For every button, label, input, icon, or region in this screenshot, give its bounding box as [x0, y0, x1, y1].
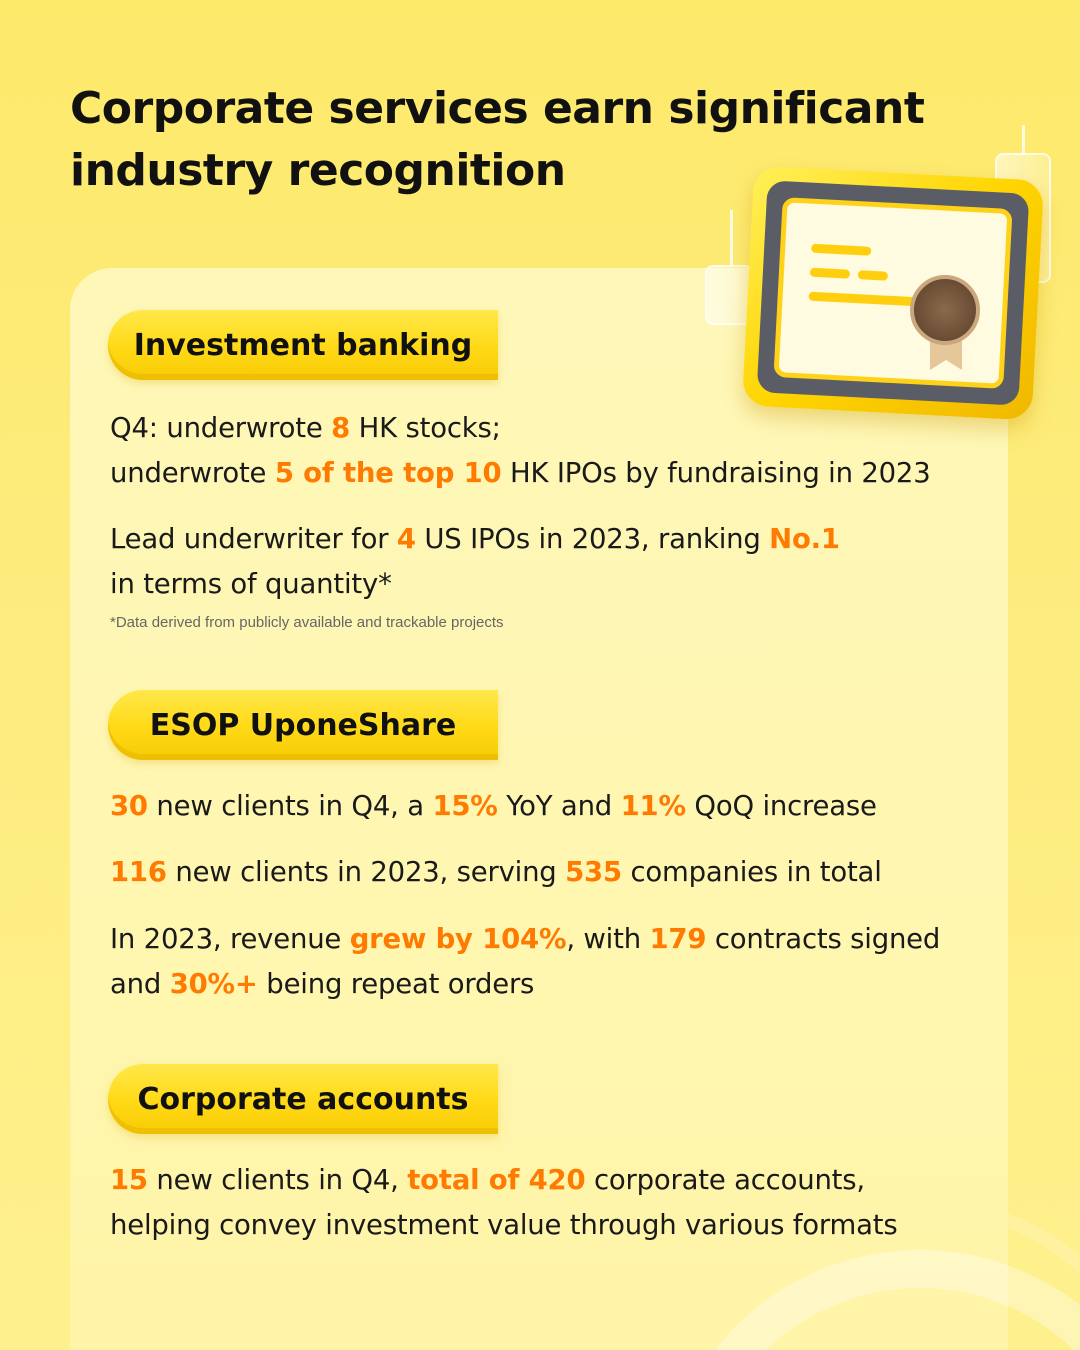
esop-2023-clients: 116 new clients in 2023, serving 535 companies in total — [110, 856, 882, 888]
certificate-icon — [700, 125, 1070, 425]
esop-revenue: In 2023, revenue grew by 104%, with 179 contracts signed and 30%+ being repeat orders — [110, 923, 941, 1000]
candle-wick-left — [730, 210, 733, 265]
certificate-paper — [773, 197, 1012, 389]
corporate-accounts-summary: 15 new clients in Q4, total of 420 corporate accounts, helping convey investment value through various formats — [110, 1164, 898, 1241]
certificate-frame — [742, 166, 1044, 421]
award-seal-icon — [910, 275, 980, 345]
page-title: Corporate services earn significant industry recognition — [70, 83, 925, 196]
section-heading-investment-banking: Investment banking — [108, 310, 498, 380]
investment-banking-us-ipos: Lead underwriter for 4 US IPOs in 2023, ranking No.1 in terms of quantity* — [110, 523, 840, 600]
esop-q4-clients: 30 new clients in Q4, a 15% YoY and 11% QoQ increase — [110, 790, 877, 822]
investment-banking-q4: Q4: underwrote 8 HK stocks; underwrote 5 of the top 10 HK IPOs by fundraising in 2023 — [110, 412, 931, 489]
candle-wick-right — [1022, 125, 1025, 155]
section-heading-corporate-accounts: Corporate accounts — [108, 1064, 498, 1134]
footnote: *Data derived from publicly available and trackable projects — [110, 614, 504, 631]
section-heading-esop: ESOP UponeShare — [108, 690, 498, 760]
